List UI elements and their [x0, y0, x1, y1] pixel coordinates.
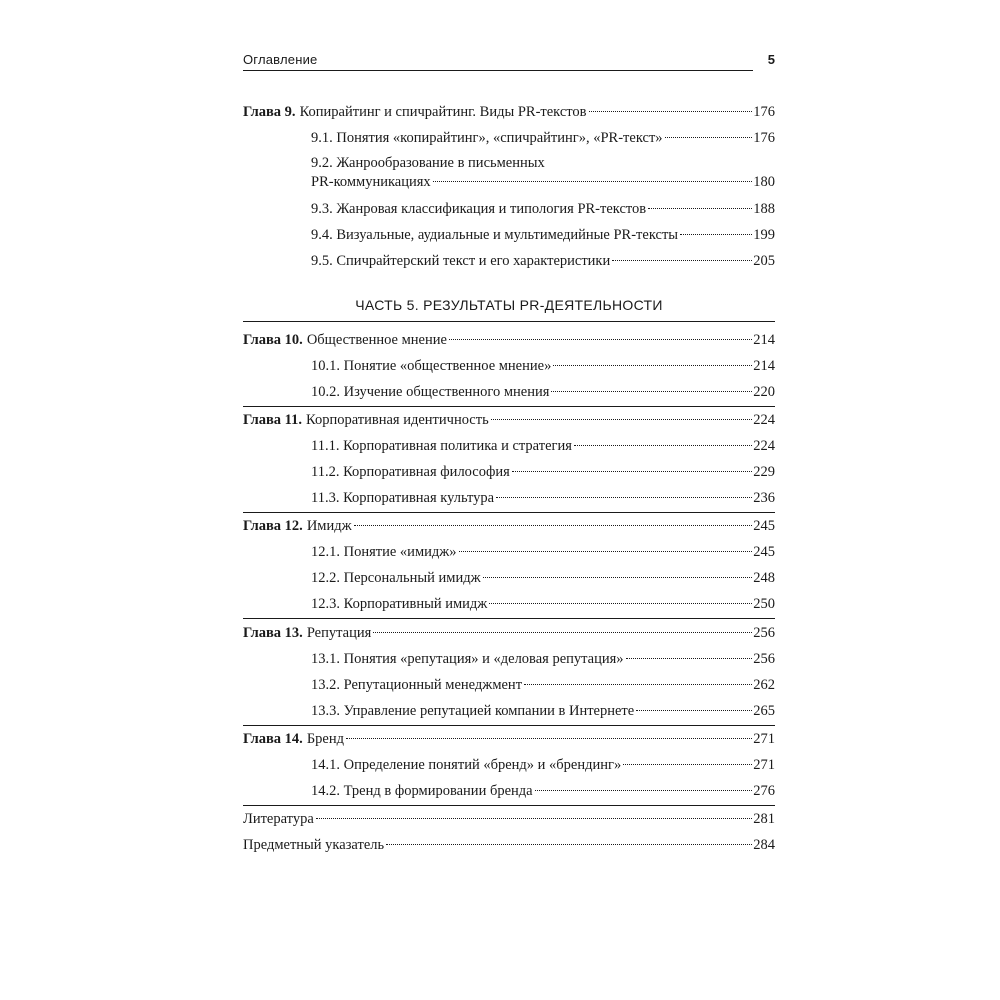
page-ref: 276: [753, 783, 775, 799]
toc-subject-index[interactable]: [243, 835, 775, 855]
toc-chapter-13[interactable]: [243, 623, 775, 643]
toc-section-9-5[interactable]: [311, 251, 775, 271]
page-ref: 262: [753, 677, 775, 693]
page-ref: 284: [753, 837, 775, 853]
section-title: 9.5. Спичрайтерский текст и его характеристики: [311, 253, 611, 269]
page-ref: 214: [753, 358, 775, 374]
dot-leader: [636, 710, 752, 711]
chapter-title: Имидж: [306, 518, 352, 534]
dot-leader: [316, 818, 752, 819]
page-ref: 224: [753, 438, 775, 454]
dot-leader: [346, 738, 752, 739]
section-title: PR-коммуникациях: [311, 174, 431, 190]
header-rule: [243, 70, 753, 71]
dot-leader: [483, 577, 753, 578]
separator-rule: [243, 406, 775, 407]
dot-leader: [354, 525, 753, 526]
page-ref: 205: [753, 253, 775, 269]
toc-section-13-2[interactable]: [311, 675, 775, 695]
toc-chapter-14[interactable]: [243, 729, 775, 749]
page-ref: 176: [753, 130, 775, 146]
dot-leader: [574, 445, 752, 446]
toc-chapter-11[interactable]: [243, 410, 775, 430]
toc-section-9-2-line1[interactable]: 9.2. Жанрообразование в письменных: [311, 155, 545, 171]
toc-section-11-1[interactable]: [311, 436, 775, 456]
dot-leader: [680, 234, 752, 235]
dot-leader: [491, 419, 753, 420]
dot-leader: [612, 260, 752, 261]
section-title: 14.2. Тренд в формировании бренда: [311, 783, 533, 799]
toc-section-12-1[interactable]: [311, 542, 775, 562]
section-title: 10.2. Изучение общественного мнения: [311, 384, 550, 400]
toc-section-12-2[interactable]: [311, 568, 775, 588]
toc-section-10-1[interactable]: [311, 356, 775, 376]
page-ref: 224: [753, 412, 775, 428]
running-header-title: Оглавление: [243, 52, 318, 67]
chapter-title: Копирайтинг и спичрайтинг. Виды PR-текстов: [299, 104, 587, 120]
part-heading: ЧАСТЬ 5. РЕЗУЛЬТАТЫ PR-ДЕЯТЕЛЬНОСТИ: [355, 297, 663, 313]
dot-leader: [459, 551, 753, 552]
dot-leader: [535, 790, 753, 791]
section-title: 9.4. Визуальные, аудиальные и мультимедийные PR-тексты: [311, 227, 679, 243]
dot-leader: [589, 111, 753, 112]
page-ref: 188: [753, 201, 775, 217]
toc-chapter-9[interactable]: [243, 102, 775, 122]
toc-chapter-12[interactable]: [243, 516, 775, 536]
chapter-label: Глава 11.: [243, 412, 303, 428]
chapter-title: Корпоративная идентичность: [306, 412, 489, 428]
entry-title: Предметный указатель: [243, 837, 385, 853]
toc-section-9-2[interactable]: [311, 172, 775, 192]
page-ref: 271: [753, 757, 775, 773]
toc-section-11-2[interactable]: [311, 462, 775, 482]
chapter-label: Глава 10.: [243, 332, 303, 348]
dot-leader: [665, 137, 753, 138]
section-title: 9.1. Понятия «копирайтинг», «спичрайтинг», «PR-текст»: [311, 130, 663, 146]
dot-leader: [626, 658, 753, 659]
toc-chapter-10[interactable]: [243, 330, 775, 350]
separator-rule: [243, 321, 775, 322]
chapter-label: Глава 12.: [243, 518, 303, 534]
dot-leader: [449, 339, 752, 340]
section-title: 10.1. Понятие «общественное мнение»: [311, 358, 552, 374]
page-ref: 281: [753, 811, 775, 827]
section-title: 13.3. Управление репутацией компании в Интернете: [311, 703, 635, 719]
dot-leader: [386, 844, 752, 845]
page-ref: 236: [753, 490, 775, 506]
chapter-label: Глава 13.: [243, 625, 303, 641]
page-ref: 180: [753, 174, 775, 190]
dot-leader: [512, 471, 752, 472]
dot-leader: [623, 764, 752, 765]
page-ref: 256: [753, 625, 775, 641]
section-title: 14.1. Определение понятий «бренд» и «брендинг»: [311, 757, 622, 773]
dot-leader: [648, 208, 752, 209]
separator-rule: [243, 512, 775, 513]
chapter-title: Общественное мнение: [306, 332, 447, 348]
page-ref: 265: [753, 703, 775, 719]
section-title: 11.3. Корпоративная культура: [311, 490, 495, 506]
dot-leader: [524, 684, 752, 685]
dot-leader: [553, 365, 752, 366]
toc-literature[interactable]: [243, 809, 775, 829]
toc-section-14-1[interactable]: [311, 755, 775, 775]
section-title: 13.2. Репутационный менеджмент: [311, 677, 523, 693]
section-title: 11.1. Корпоративная политика и стратегия: [311, 438, 572, 454]
dot-leader: [373, 632, 752, 633]
separator-rule: [243, 618, 775, 619]
toc-section-9-1[interactable]: [311, 128, 775, 148]
entry-title: Литература: [243, 811, 314, 827]
page-ref: 245: [753, 544, 775, 560]
chapter-label: Глава 9.: [243, 104, 296, 120]
page-ref: 176: [753, 104, 775, 120]
toc-section-9-3[interactable]: [311, 199, 775, 219]
page-ref: 271: [753, 731, 775, 747]
toc-section-11-3[interactable]: [311, 488, 775, 508]
toc-section-10-2[interactable]: [311, 382, 775, 402]
chapter-title: Бренд: [306, 731, 344, 747]
section-title: 12.1. Понятие «имидж»: [311, 544, 457, 560]
toc-section-13-1[interactable]: [311, 649, 775, 669]
page-ref: 214: [753, 332, 775, 348]
chapter-title: Репутация: [306, 625, 372, 641]
dot-leader: [496, 497, 752, 498]
page-ref: 220: [753, 384, 775, 400]
chapter-label: Глава 14.: [243, 731, 303, 747]
page-ref: 256: [753, 651, 775, 667]
toc-section-13-3[interactable]: [311, 701, 775, 721]
page-ref: 199: [753, 227, 775, 243]
page-number: 5: [767, 52, 775, 67]
toc-section-12-3[interactable]: [311, 594, 775, 614]
section-title: 12.3. Корпоративный имидж: [311, 596, 488, 612]
page-ref: 248: [753, 570, 775, 586]
dot-leader: [489, 603, 752, 604]
separator-rule: [243, 725, 775, 726]
dot-leader: [433, 181, 753, 182]
page-ref: 250: [753, 596, 775, 612]
toc-section-9-4[interactable]: [311, 225, 775, 245]
dot-leader: [551, 391, 752, 392]
section-title: 12.2. Персональный имидж: [311, 570, 481, 586]
separator-rule: [243, 805, 775, 806]
page-header: [243, 50, 775, 72]
toc-section-14-2[interactable]: [311, 781, 775, 801]
section-title: 11.2. Корпоративная философия: [311, 464, 510, 480]
page-ref: 245: [753, 518, 775, 534]
section-title: 13.1. Понятия «репутация» и «деловая репутация»: [311, 651, 624, 667]
section-title: 9.3. Жанровая классификация и типология PR-текстов: [311, 201, 647, 217]
page-ref: 229: [753, 464, 775, 480]
